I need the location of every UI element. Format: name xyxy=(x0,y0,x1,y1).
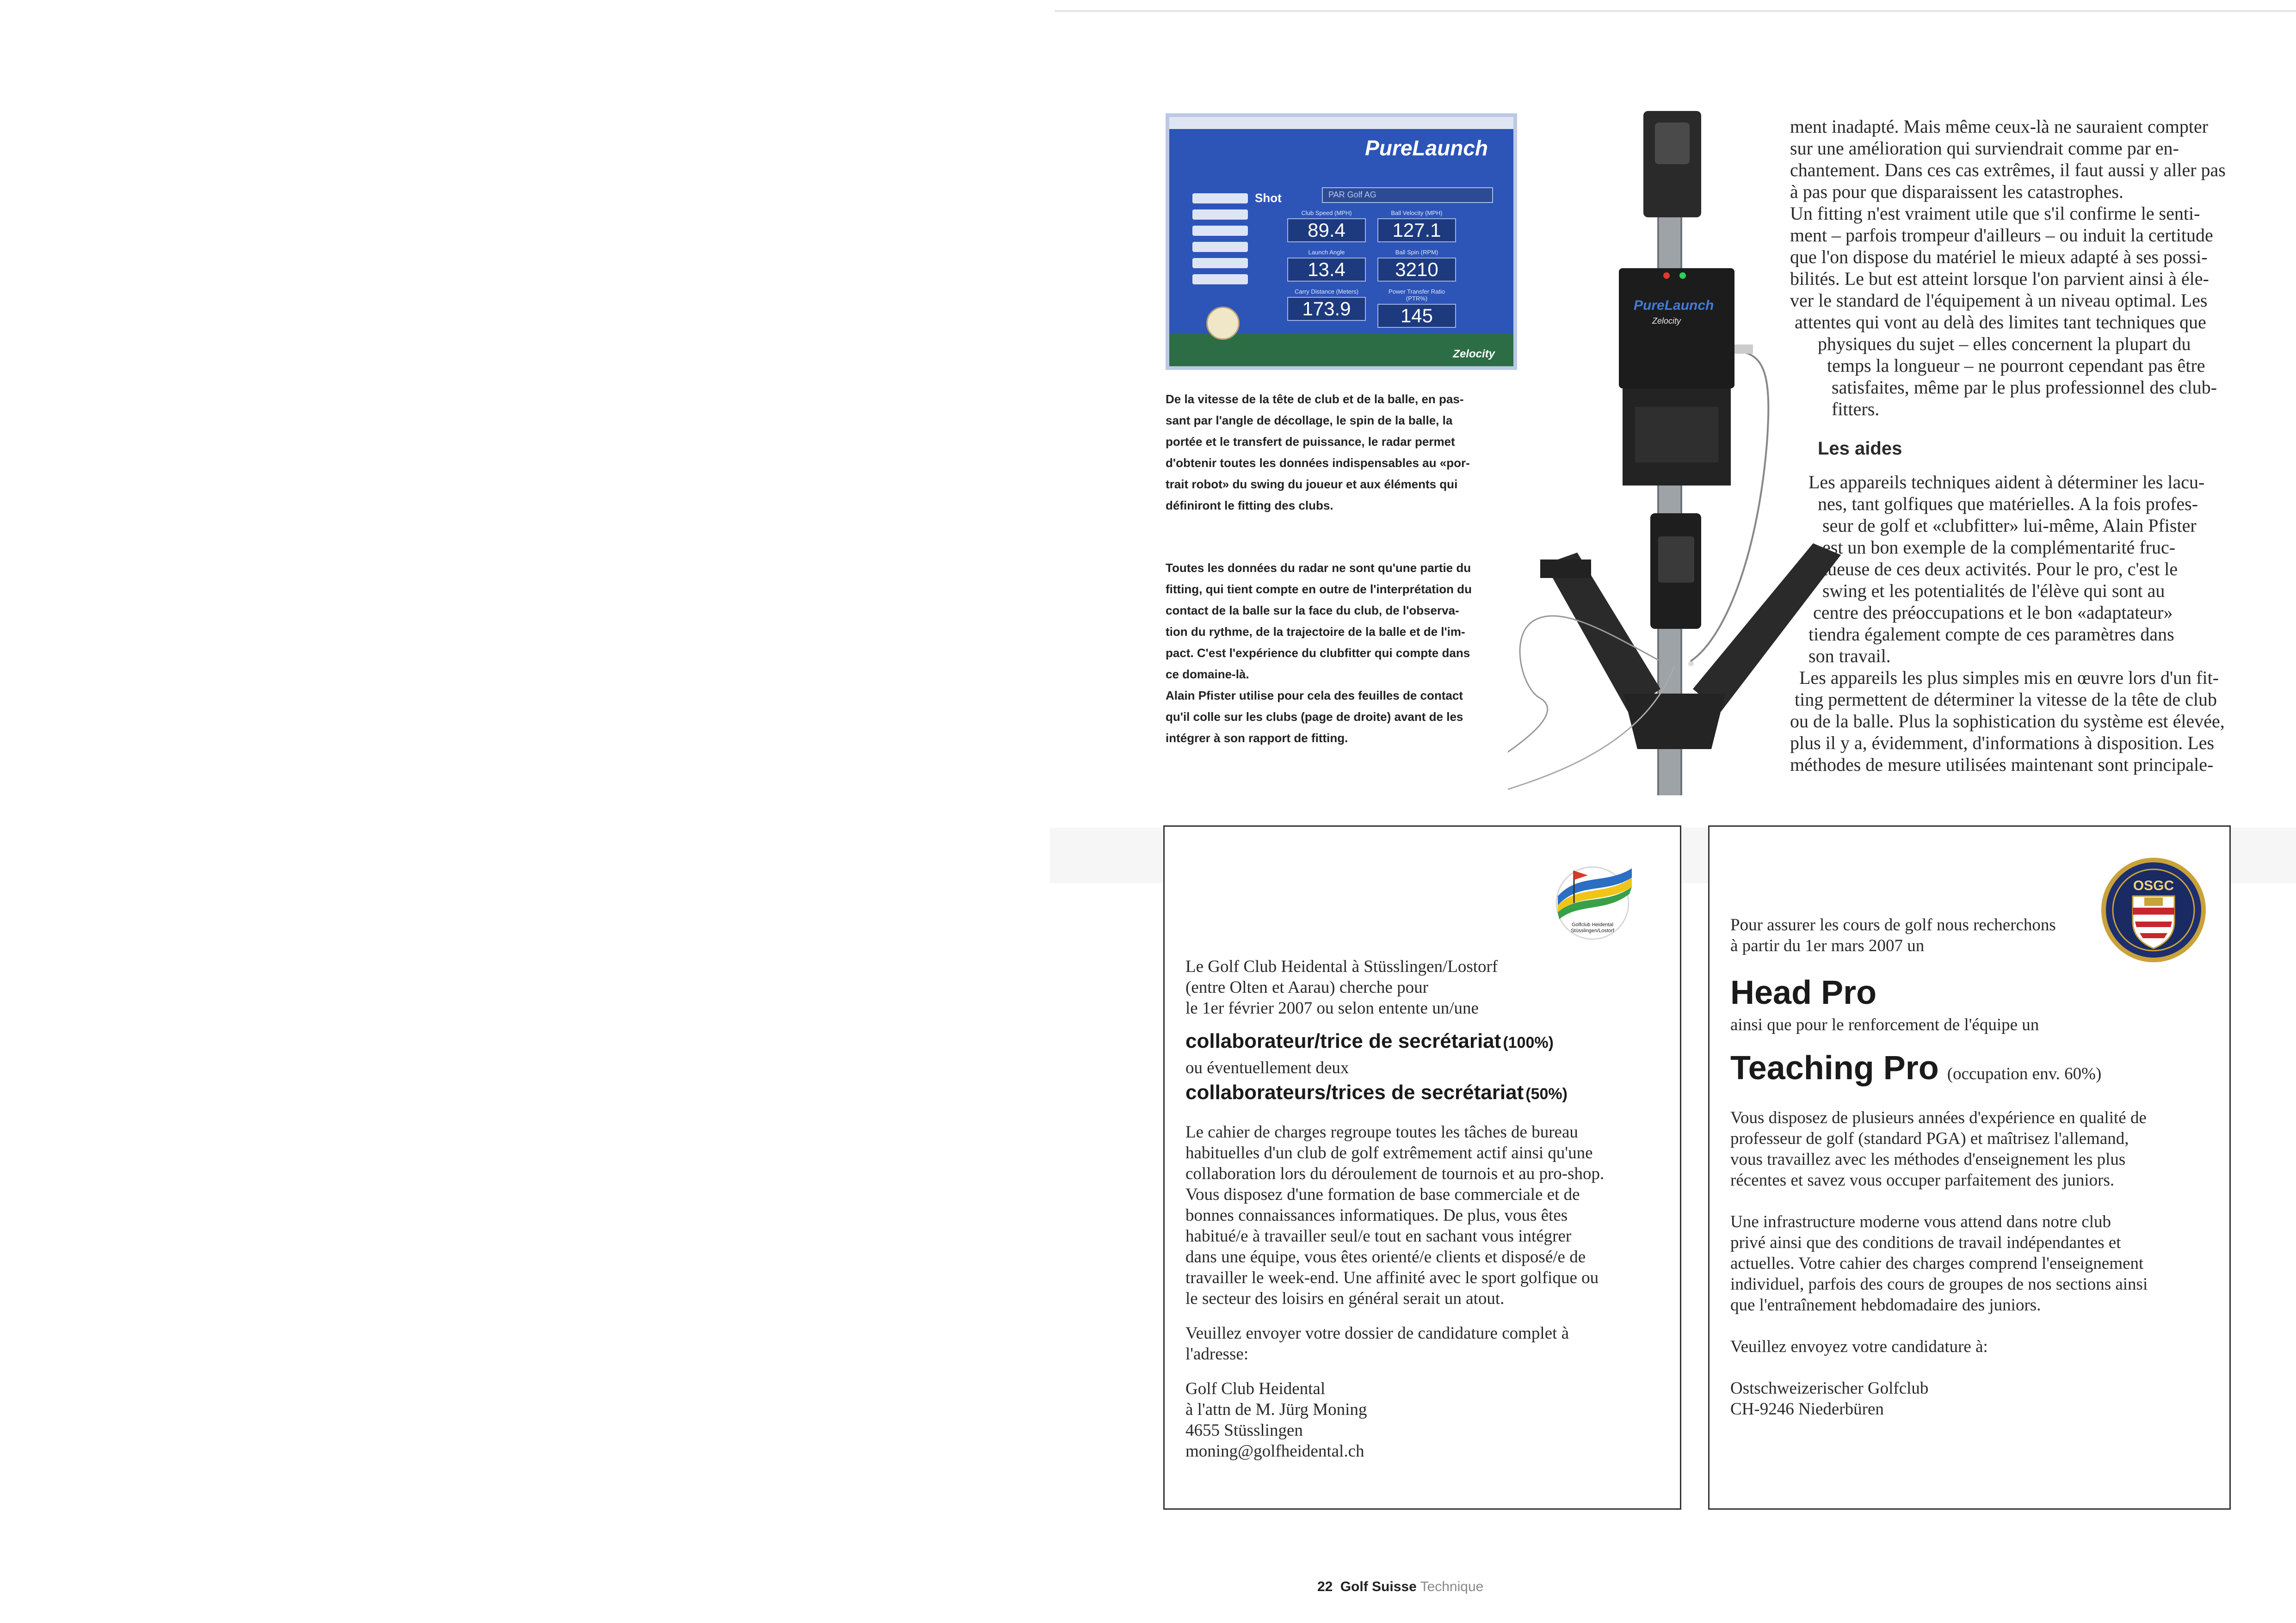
intro-line: Pour assurer les cours de golf nous recherchons xyxy=(1730,916,2056,934)
metric-value: 3210 xyxy=(1377,258,1456,282)
caption-radar xyxy=(1166,388,1499,516)
body-line: sur une amélioration qui surviendrait comme par en- xyxy=(1790,138,2179,159)
top-rule xyxy=(1055,10,2296,12)
job-description xyxy=(1730,1107,2221,1191)
body-line: est un bon exemple de la complémentarité fruc- xyxy=(1822,537,2176,558)
description-line: que l'entraînement hebdomadaire des juniors. xyxy=(1730,1296,2041,1315)
metric-value: 13.4 xyxy=(1287,258,1366,282)
body-line: fitters. xyxy=(1832,399,1880,419)
body-line: ment inadapté. Mais même ceux-là ne sauraient compter xyxy=(1790,116,2209,137)
golf-ball-icon xyxy=(1206,307,1240,340)
body-line: nes, tant golfiques que matérielles. A la fois profes- xyxy=(1818,493,2198,514)
caption-line: d'obtenir toutes les données indispensables au «por- xyxy=(1166,456,1470,470)
description-line: habituelles d'un club de golf extrêmement actif ainsi qu'une xyxy=(1185,1143,1593,1162)
position-title xyxy=(1185,1030,1666,1053)
body-line: ver le standard de l'équipement à un niveau optimal. Les xyxy=(1790,290,2208,311)
body-line: centre des préoccupations et le bon «adaptateur» xyxy=(1813,602,2173,623)
section-name: Technique xyxy=(1420,1579,1484,1594)
caption-line: ce domaine-là. xyxy=(1166,667,1249,681)
body-line: swing et les potentialités de l'élève qui sont au xyxy=(1822,580,2165,601)
job-ad-heidental xyxy=(1163,825,1681,1510)
intro-line: Le Golf Club Heidental à Stüsslingen/Lostorf xyxy=(1185,957,1498,976)
position-note: (occupation env. 60%) xyxy=(1947,1064,2102,1083)
position-percentage: (100%) xyxy=(1503,1034,1554,1051)
body-line: ting permettent de déterminer la vitesse de la tête de club xyxy=(1795,689,2217,710)
side-button xyxy=(1192,274,1248,284)
body-line: Un fitting n'est vraiment utile que s'il confirme le senti- xyxy=(1790,203,2200,224)
body-line: tiendra également compte de ces paramètres dans xyxy=(1808,624,2174,645)
side-button xyxy=(1192,209,1248,220)
application-instructions xyxy=(1185,1323,1666,1365)
description-line: bonnes connaissances informatiques. De plus, vous êtes xyxy=(1185,1206,1568,1225)
caption-line: tion du rythme, de la trajectoire de la balle et de l'im- xyxy=(1166,625,1465,639)
golfclub-heidental-logo-icon xyxy=(1546,857,1639,940)
job-offer xyxy=(1730,1211,2221,1316)
side-button xyxy=(1192,226,1248,236)
logo-line: Stüsslingen/Lostorf xyxy=(1571,928,1614,934)
body-line: à pas pour que disparaissent les catastrophes. xyxy=(1790,181,2123,202)
metric-label: Power Transfer Ratio (PTR%) xyxy=(1388,288,1445,302)
job-description xyxy=(1185,1122,1666,1309)
metric-value: 89.4 xyxy=(1287,218,1366,242)
contact-address xyxy=(1730,1378,2221,1420)
screen-brand: PureLaunch xyxy=(1365,136,1488,160)
description-line: collaboration lors du déroulement de tournois et au pro-shop. xyxy=(1185,1164,1605,1183)
caption-line: qu'il colle sur les clubs (page de droite) avant de les xyxy=(1166,710,1463,724)
intro-line: (entre Olten et Aarau) cherche pour xyxy=(1185,978,1428,997)
description-line: professeur de golf (standard PGA) et maîtrisez l'allemand, xyxy=(1730,1129,2129,1148)
body-line: ment – parfois trompeur d'ailleurs – ou induit la certitude xyxy=(1790,225,2213,246)
position-title xyxy=(1730,1049,2221,1096)
metric-club-speed xyxy=(1287,209,1366,242)
metric-launch-angle xyxy=(1287,249,1366,282)
body-line: Les appareils techniques aident à déterminer les lacu- xyxy=(1808,472,2205,492)
position-name: collaborateur/trice de secrétariat xyxy=(1185,1030,1501,1052)
description-line: Une infrastructure moderne vous attend dans notre club xyxy=(1730,1212,2111,1231)
address-line: CH-9246 Niederbüren xyxy=(1730,1400,1884,1419)
position-title xyxy=(1185,1081,1666,1104)
metric-ball-velocity xyxy=(1377,209,1456,242)
screen-maker: Zelocity xyxy=(1453,348,1495,360)
shot-label: Shot xyxy=(1255,191,1282,205)
description-line: récentes et savez vous occuper parfaitement des juniors. xyxy=(1730,1171,2115,1190)
body-line: satisfaites, même par le plus professionnel des club- xyxy=(1832,377,2217,398)
address-line: Ostschweizerischer Golfclub xyxy=(1730,1379,1929,1398)
window-titlebar xyxy=(1169,117,1513,129)
address-line: à l'attn de M. Jürg Moning xyxy=(1185,1400,1367,1419)
side-button xyxy=(1192,242,1248,252)
subheading: Les aides xyxy=(1818,438,1902,459)
and-text: ainsi que pour le renforcement de l'équipe un xyxy=(1730,1015,2039,1034)
caption-line: définiront le fitting des clubs. xyxy=(1166,498,1333,512)
magazine-name: Golf Suisse xyxy=(1340,1579,1417,1594)
metric-label: Club Speed (MPH) xyxy=(1301,209,1352,216)
caption-line: pact. C'est l'expérience du clubfitter qui compte dans xyxy=(1166,646,1470,660)
caption-line: portée et le transfert de puissance, le radar permet xyxy=(1166,435,1455,449)
apply-line: l'adresse: xyxy=(1185,1345,1249,1364)
article-column xyxy=(1785,116,2229,775)
address-line: 4655 Stüsslingen xyxy=(1185,1421,1303,1440)
ad-content xyxy=(1185,956,1666,1462)
metric-ball-spin xyxy=(1377,249,1456,282)
osgc-letters: OSGC xyxy=(2133,878,2174,893)
apply-line: Veuillez envoyer votre dossier de candidature complet à xyxy=(1185,1324,1569,1343)
side-button xyxy=(1192,258,1248,268)
description-line: individuel, parfois des cours de groupes de nos sections ainsi xyxy=(1730,1275,2148,1294)
body-line: plus il y a, évidemment, d'informations à disposition. Les xyxy=(1790,732,2215,753)
position-percentage: (50%) xyxy=(1525,1085,1568,1103)
contact-email[interactable]: moning@golfheidental.ch xyxy=(1185,1442,1364,1461)
description-line: Le cahier de charges regroupe toutes les tâches de bureau xyxy=(1185,1123,1578,1142)
description-line: privé ainsi que des conditions de travail indépendantes et xyxy=(1730,1233,2121,1252)
body-line: méthodes de mesure utilisées maintenant sont principale- xyxy=(1790,754,2214,775)
intro-line: le 1er février 2007 ou selon entente un/une xyxy=(1185,999,1479,1018)
caption-line: trait robot» du swing du joueur et aux éléments qui xyxy=(1166,477,1458,491)
job-ad-osgc xyxy=(1708,825,2231,1510)
intro-line: à partir du 1er mars 2007 un xyxy=(1730,936,1925,955)
metric-power-transfer xyxy=(1377,288,1456,328)
position-teaching-pro: Teaching Pro xyxy=(1730,1050,1939,1087)
caption-line: contact de la balle sur la face du club, de l'observa- xyxy=(1166,603,1459,617)
description-line: habitué/e à travailler seul/e tout en sachant vous intégrer xyxy=(1185,1227,1572,1246)
caption-fitting xyxy=(1166,557,1499,749)
body-line: attentes qui vont au delà des limites tant techniques que xyxy=(1795,312,2206,332)
device-brand: PureLaunch xyxy=(1634,298,1714,313)
body-line: tueuse de ces deux activités. Pour le pro, c'est le xyxy=(1822,559,2178,579)
description-line: vous travaillez avec les méthodes d'enseignement les plus xyxy=(1730,1150,2126,1169)
metric-carry-distance xyxy=(1287,288,1366,321)
body-line: bilités. Le but est atteint lorsque l'on parvient ainsi à éle- xyxy=(1790,268,2209,289)
description-line: travailler le week-end. Une affinité avec le sport golfique ou xyxy=(1185,1268,1599,1287)
club-name-field: PAR Golf AG xyxy=(1322,187,1493,203)
or-text: ou éventuellement deux xyxy=(1185,1058,1349,1077)
caption-line: Toutes les données du radar ne sont qu'une partie du xyxy=(1166,561,1471,575)
caption-line: Alain Pfister utilise pour cela des feuilles de contact xyxy=(1166,689,1463,702)
body-line: temps la longueur – ne pourront cependant pas être xyxy=(1827,355,2205,376)
metric-label: Ball Velocity (MPH) xyxy=(1391,209,1443,216)
position-name: collaborateurs/trices de secrétariat xyxy=(1185,1081,1524,1104)
logo-line: Golfclub Heidental xyxy=(1572,922,1613,928)
caption-line: De la vitesse de la tête de club et de la balle, en pas- xyxy=(1166,392,1464,406)
page-number: 22 xyxy=(1317,1579,1333,1594)
description-line: actuelles. Votre cahier des charges comprend l'enseignement xyxy=(1730,1254,2144,1273)
description-line: Vous disposez de plusieurs années d'expérience en qualité de xyxy=(1730,1108,2147,1127)
device-maker: Zelocity xyxy=(1652,316,1681,326)
metric-label: Launch Angle xyxy=(1308,249,1345,256)
metric-value: 145 xyxy=(1377,304,1456,328)
metric-value: 127.1 xyxy=(1377,218,1456,242)
position-head-pro: Head Pro xyxy=(1730,974,1877,1011)
body-line: son travail. xyxy=(1808,646,1891,666)
metric-label: Carry Distance (Meters) xyxy=(1295,288,1358,295)
body-line: Les appareils les plus simples mis en œuvre lors d'un fit- xyxy=(1799,667,2219,688)
metric-value: 173.9 xyxy=(1287,297,1366,321)
body-line: que l'on dispose du matériel le mieux adapté à ses possi- xyxy=(1790,246,2208,267)
caption-line: sant par l'angle de décollage, le spin de la balle, la xyxy=(1166,413,1453,427)
caption-line: intégrer à son rapport de fitting. xyxy=(1166,731,1348,745)
description-line: Vous disposez d'une formation de base commerciale et de xyxy=(1185,1185,1580,1204)
address-line: Golf Club Heidental xyxy=(1185,1379,1326,1398)
apply-line: Veuillez envoyez votre candidature à: xyxy=(1730,1337,1988,1356)
blank-left-page xyxy=(0,0,1050,1623)
metric-label: Ball Spin (RPM) xyxy=(1395,249,1438,256)
body-line: chantement. Dans ces cas extrêmes, il faut aussi y aller pas xyxy=(1790,160,2226,180)
ad-content xyxy=(1730,915,2221,1420)
body-line: physiques du sujet – elles concernent la plupart du xyxy=(1818,333,2191,354)
body-line: ou de la balle. Plus la sophistication du système est élevée, xyxy=(1790,711,2225,732)
body-line: seur de golf et «clubfitter» lui-même, Alain Pfister xyxy=(1822,515,2197,536)
side-button xyxy=(1192,193,1248,203)
page-footer xyxy=(1317,1579,1483,1595)
description-line: le secteur des loisirs en général serait un atout. xyxy=(1185,1289,1505,1308)
contact-address xyxy=(1185,1378,1666,1462)
purelaunch-screenshot xyxy=(1166,113,1517,370)
description-line: dans une équipe, vous êtes orienté/e clients et disposé/e de xyxy=(1185,1248,1586,1266)
caption-line: fitting, qui tient compte en outre de l'interprétation du xyxy=(1166,582,1472,596)
